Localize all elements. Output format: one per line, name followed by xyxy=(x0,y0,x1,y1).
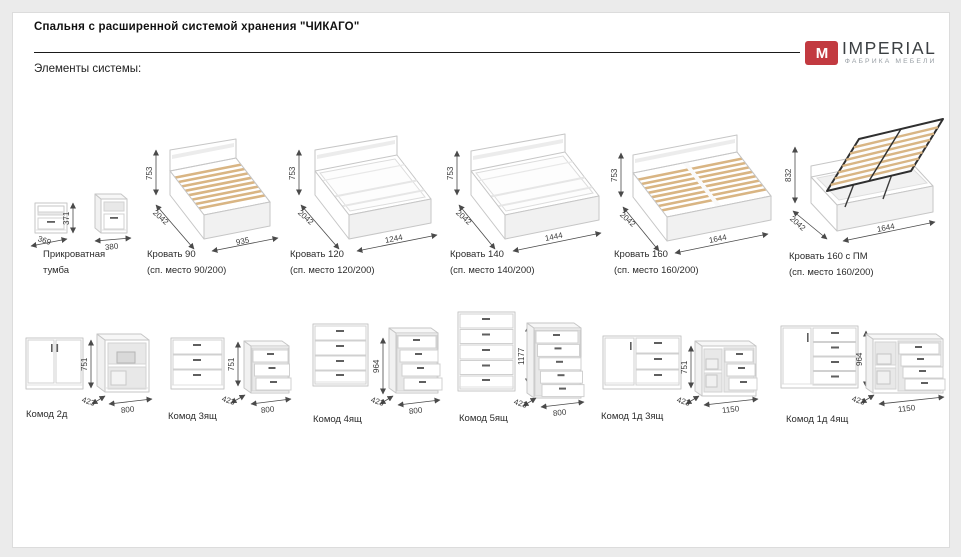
item-label: Кровать 140 xyxy=(450,249,504,260)
komod-1d-4-illustration xyxy=(776,313,949,428)
dim-height: 751 xyxy=(227,357,236,371)
item-komod-5 xyxy=(451,301,596,428)
item-sublabel: (сп. место 160/200) xyxy=(614,265,699,276)
dim-width: 1644 xyxy=(876,221,896,234)
item-komod-4 xyxy=(306,313,451,428)
item-label: Комод 1д 4ящ xyxy=(786,414,849,425)
item-label: Кровать 160 с ПМ xyxy=(789,251,868,262)
dim-depth: 423 xyxy=(80,395,97,408)
bed-120-illustration xyxy=(289,131,439,283)
item-sublabel: (сп. место 90/200) xyxy=(147,265,227,276)
dim-width: 380 xyxy=(104,241,119,252)
dim-depth: 423 xyxy=(369,395,386,408)
dim-width: 1150 xyxy=(897,403,916,414)
item-komod-2d xyxy=(19,326,159,428)
dim-height: 753 xyxy=(288,166,297,180)
item-bed-160-pm xyxy=(783,109,949,287)
brand-tagline: ФАБРИКА МЕБЕЛИ xyxy=(844,58,937,65)
bed-160-illustration xyxy=(613,131,773,283)
brand-text xyxy=(842,39,937,65)
dim-height: 751 xyxy=(80,357,89,371)
dim-height: 371 xyxy=(62,211,71,225)
item-bed-140 xyxy=(446,131,604,283)
dim-height: 832 xyxy=(784,168,793,182)
item-label-line1: Прикроватная xyxy=(43,249,106,260)
dim-width: 1150 xyxy=(721,404,740,415)
dim-height: 753 xyxy=(145,166,154,180)
dim-length: 2042 xyxy=(617,210,638,229)
dim-depth: 423 xyxy=(675,395,692,408)
dim-length: 2042 xyxy=(787,214,808,233)
dim-depth: 423 xyxy=(220,394,237,407)
item-label: Комод 3ящ xyxy=(168,411,217,422)
brand-monogram-icon: M xyxy=(805,41,838,65)
dim-width: 800 xyxy=(408,405,423,416)
item-label: Комод 5ящ xyxy=(459,413,508,424)
dim-width: 1644 xyxy=(708,232,728,245)
bed-140-illustration xyxy=(449,131,604,283)
item-label: Комод 4ящ xyxy=(313,414,362,425)
dim-depth: 423 xyxy=(850,394,867,407)
dim-width: 800 xyxy=(260,404,275,415)
dim-width: 1444 xyxy=(544,230,564,243)
nightstand-illustration xyxy=(21,151,146,283)
title-underline xyxy=(34,52,800,53)
dim-height: 753 xyxy=(446,166,455,180)
dim-height: 753 xyxy=(610,168,619,182)
item-komod-3 xyxy=(161,326,296,428)
item-bed-120 xyxy=(289,131,439,283)
item-sublabel: (сп. место 120/200) xyxy=(290,265,375,276)
item-label: Кровать 90 xyxy=(147,249,196,260)
dim-length: 2042 xyxy=(150,208,171,227)
item-nightstand xyxy=(21,151,146,283)
page xyxy=(12,12,950,548)
item-label: Кровать 160 xyxy=(614,249,668,260)
dim-width: 935 xyxy=(235,235,250,247)
dim-length: 2042 xyxy=(295,208,316,227)
brand-logo xyxy=(805,39,945,71)
bed-90-illustration xyxy=(146,131,286,283)
page-title: Спальня с расширенной системой хранения "ЧИКАГО" xyxy=(34,21,360,33)
dim-width: 1244 xyxy=(384,232,404,245)
item-label-line2: тумба xyxy=(43,265,70,276)
item-sublabel: (сп. место 140/200) xyxy=(450,265,535,276)
dim-height: 964 xyxy=(855,352,864,366)
dim-height: 1177 xyxy=(517,347,526,365)
dim-width: 800 xyxy=(120,404,135,415)
dim-length: 2042 xyxy=(453,208,474,227)
dim-width: 800 xyxy=(552,407,567,418)
item-bed-160 xyxy=(610,131,773,283)
dim-height: 964 xyxy=(372,359,381,373)
item-komod-1d-3 xyxy=(596,326,766,428)
dim-height: 751 xyxy=(680,360,689,374)
dim-depth: 369 xyxy=(36,234,53,247)
brand-name: IMPERIAL xyxy=(842,38,937,58)
item-komod-1d-4 xyxy=(776,313,949,428)
item-bed-90 xyxy=(146,131,286,283)
item-label: Кровать 120 xyxy=(290,249,344,260)
item-label: Комод 1д 3ящ xyxy=(601,411,664,422)
dim-depth: 423 xyxy=(512,397,529,410)
item-label: Комод 2д xyxy=(26,409,68,420)
item-sublabel: (сп. место 160/200) xyxy=(789,267,874,278)
section-heading: Элементы системы: xyxy=(34,63,142,75)
